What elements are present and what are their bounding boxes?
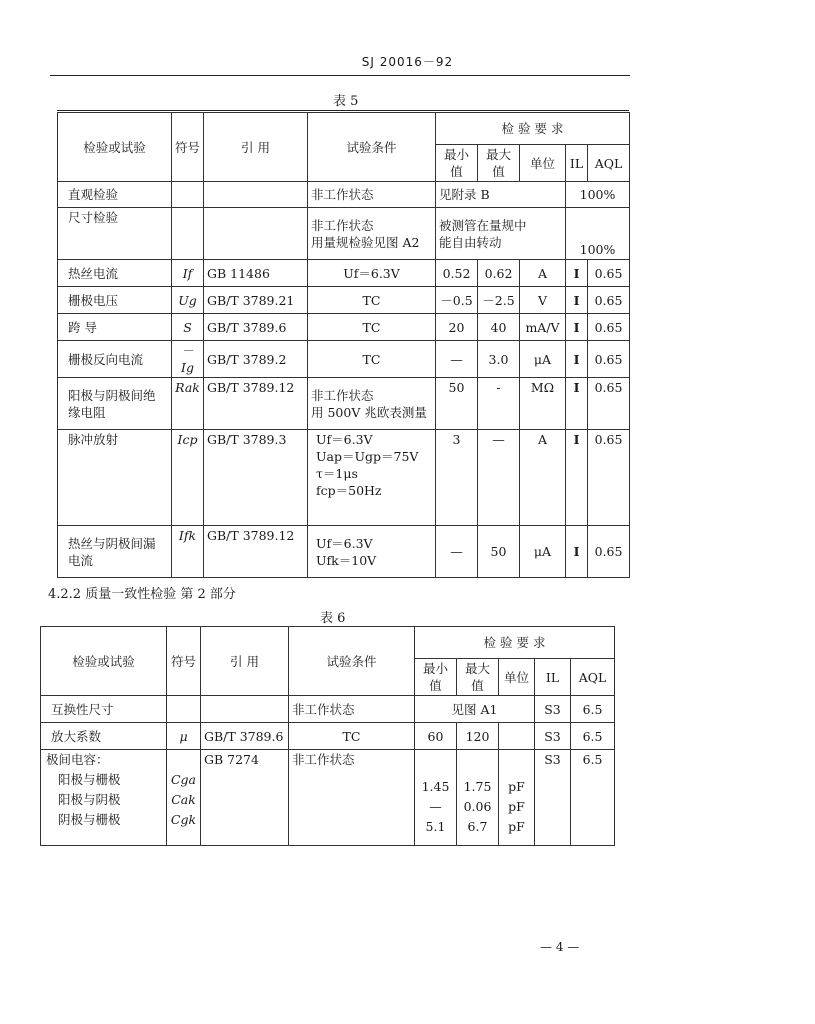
t6-il: S3 bbox=[535, 750, 571, 846]
t5-unit: μA bbox=[520, 341, 566, 378]
t5-reference bbox=[204, 208, 308, 260]
t5-il: I bbox=[566, 430, 588, 526]
t5-symbol: Ifk bbox=[172, 526, 204, 578]
t5-unit: MΩ bbox=[520, 378, 566, 430]
t6-conditions: TC bbox=[289, 723, 415, 750]
t5-symbol bbox=[172, 208, 204, 260]
item-line: 阳极与阴极间绝 bbox=[68, 387, 156, 403]
table-row bbox=[41, 696, 615, 723]
table-row bbox=[58, 378, 630, 430]
item-line: 阳极与阴极 bbox=[58, 792, 121, 807]
t6-symbol bbox=[167, 750, 201, 846]
t6-conditions: 非工作状态 bbox=[289, 750, 415, 846]
t6-aql: 6.5 bbox=[571, 696, 615, 723]
t5-aql: 100% bbox=[566, 208, 630, 260]
condition-line: 非工作状态 bbox=[311, 217, 374, 233]
symbol-line: Cak bbox=[171, 792, 196, 807]
table-row bbox=[41, 750, 615, 846]
t6-item bbox=[41, 750, 167, 846]
t5-reference: GB/T 3789.12 bbox=[204, 526, 308, 578]
t5-requirement bbox=[436, 208, 566, 260]
value-line: 1.45 bbox=[421, 779, 450, 794]
t5-header-max: 最大值 bbox=[478, 145, 520, 182]
condition-line: 用 500V 兆欧表测量 bbox=[311, 404, 427, 420]
table-row bbox=[58, 314, 630, 341]
t5-symbol bbox=[172, 182, 204, 208]
t6-symbol bbox=[167, 696, 201, 723]
t5-min: 50 bbox=[436, 378, 478, 430]
t6-header-unit: 单位 bbox=[499, 659, 535, 696]
t5-item: 跨 导 bbox=[58, 314, 172, 341]
condition-line: 非工作状态 bbox=[311, 387, 374, 403]
t6-aql: 6.5 bbox=[571, 723, 615, 750]
item-line: 极间电容： bbox=[46, 752, 109, 767]
t5-min: 0.52 bbox=[436, 260, 478, 287]
t5-il: I bbox=[566, 526, 588, 578]
t5-reference: GB/T 3789.12 bbox=[204, 378, 308, 430]
table-row bbox=[41, 723, 615, 750]
t5-item: 尺寸检验 bbox=[58, 208, 172, 260]
t5-header-min: 最小值 bbox=[436, 145, 478, 182]
value-line: 6.7 bbox=[467, 819, 488, 834]
t5-max: 0.62 bbox=[478, 260, 520, 287]
t6-header-reference: 引 用 bbox=[201, 627, 289, 696]
table-row bbox=[58, 287, 630, 314]
table5-caption: 表 5 bbox=[333, 94, 359, 109]
t6-il: S3 bbox=[535, 723, 571, 750]
condition-line: 用量规检验见图 A2 bbox=[311, 234, 420, 250]
value-line bbox=[502, 751, 531, 768]
t6-header-max: 最大值 bbox=[457, 659, 499, 696]
t5-min: — bbox=[436, 526, 478, 578]
t5-conditions: TC bbox=[308, 287, 436, 314]
t5-item bbox=[58, 526, 172, 578]
t6-item: 放大系数 bbox=[41, 723, 167, 750]
t6-header-item: 检验或试验 bbox=[41, 627, 167, 696]
t6-reference bbox=[201, 696, 289, 723]
requirement-line: 能自由转动 bbox=[439, 234, 502, 250]
t5-requirement: 见附录 B bbox=[436, 182, 566, 208]
t5-item: 栅极反向电流 bbox=[58, 341, 172, 378]
condition-line: Uf＝6.3V bbox=[316, 535, 373, 551]
value-line: pF bbox=[508, 819, 525, 834]
condition-line: Ufk＝10V bbox=[316, 552, 377, 568]
t6-conditions: 非工作状态 bbox=[289, 696, 415, 723]
header-rule bbox=[50, 75, 630, 76]
t6-header-requirements: 检 验 要 求 bbox=[415, 627, 615, 659]
value-line: 1.75 bbox=[463, 779, 492, 794]
symbol-line bbox=[170, 751, 197, 768]
t6-max: 120 bbox=[457, 723, 499, 750]
t5-il: I bbox=[566, 378, 588, 430]
value-line: 5.1 bbox=[425, 819, 446, 834]
t6-header-min: 最小值 bbox=[415, 659, 457, 696]
t5-symbol: S bbox=[172, 314, 204, 341]
table-6 bbox=[40, 626, 615, 846]
table-5 bbox=[57, 112, 630, 578]
t6-header-symbol: 符号 bbox=[167, 627, 201, 696]
condition-line: Uap＝Ugp＝75V bbox=[316, 449, 419, 464]
table5-top-rule bbox=[57, 110, 629, 111]
t6-header-il: IL bbox=[535, 659, 571, 696]
t5-reference: GB/T 3789.2 bbox=[204, 341, 308, 378]
t5-header-aql: AQL bbox=[588, 145, 630, 182]
t5-symbol: －Ig bbox=[172, 341, 204, 378]
t5-conditions bbox=[308, 430, 436, 526]
value-line bbox=[418, 751, 453, 768]
t5-reference: GB/T 3789.3 bbox=[204, 430, 308, 526]
t5-reference: GB/T 3789.21 bbox=[204, 287, 308, 314]
t5-il: I bbox=[566, 260, 588, 287]
standard-number: SJ 20016－92 bbox=[361, 55, 454, 69]
t5-symbol: Ug bbox=[172, 287, 204, 314]
t5-item bbox=[58, 378, 172, 430]
t5-conditions bbox=[308, 526, 436, 578]
t6-unit bbox=[499, 750, 535, 846]
table-row bbox=[58, 430, 630, 526]
t5-aql: 0.65 bbox=[588, 430, 630, 526]
t5-aql: 0.65 bbox=[588, 314, 630, 341]
t6-reference: GB 7274 bbox=[201, 750, 289, 846]
page-number: — 4 — bbox=[540, 940, 580, 954]
t5-header-reference: 引 用 bbox=[204, 113, 308, 182]
t5-aql: 0.65 bbox=[588, 526, 630, 578]
t6-item: 互换性尺寸 bbox=[41, 696, 167, 723]
t5-aql: 0.65 bbox=[588, 378, 630, 430]
item-line: 缘电阻 bbox=[68, 404, 106, 420]
t5-item: 脉冲放射 bbox=[58, 430, 172, 526]
t5-conditions: TC bbox=[308, 341, 436, 378]
t5-max: 40 bbox=[478, 314, 520, 341]
item-line: 电流 bbox=[68, 552, 94, 568]
t5-unit: V bbox=[520, 287, 566, 314]
t5-min: －0.5 bbox=[436, 287, 478, 314]
value-line: pF bbox=[508, 799, 525, 814]
value-line: 0.06 bbox=[463, 799, 492, 814]
value-line bbox=[460, 751, 495, 768]
table-row bbox=[58, 341, 630, 378]
table-row bbox=[58, 208, 630, 260]
t6-il: S3 bbox=[535, 696, 571, 723]
t5-symbol: Icp bbox=[172, 430, 204, 526]
t6-aql: 6.5 bbox=[571, 750, 615, 846]
t5-il: I bbox=[566, 314, 588, 341]
t6-max bbox=[457, 750, 499, 846]
condition-line: τ＝1μs bbox=[316, 466, 358, 481]
t5-aql: 0.65 bbox=[588, 341, 630, 378]
table6-caption: 表 6 bbox=[320, 611, 346, 626]
t5-conditions: Uf＝6.3V bbox=[308, 260, 436, 287]
t5-conditions: 非工作状态 bbox=[308, 182, 436, 208]
t5-unit: A bbox=[520, 260, 566, 287]
t6-reference: GB/T 3789.6 bbox=[201, 723, 289, 750]
t5-header-unit: 单位 bbox=[520, 145, 566, 182]
t5-header-requirements: 检 验 要 求 bbox=[436, 113, 630, 145]
t5-conditions bbox=[308, 378, 436, 430]
value-line: — bbox=[429, 799, 442, 814]
symbol-line: Cgk bbox=[170, 812, 197, 827]
symbol-line: Cga bbox=[170, 772, 197, 787]
t5-symbol: If bbox=[172, 260, 204, 287]
t5-reference bbox=[204, 182, 308, 208]
t5-header-symbol: 符号 bbox=[172, 113, 204, 182]
t6-min: 60 bbox=[415, 723, 457, 750]
t5-max: －2.5 bbox=[478, 287, 520, 314]
t5-conditions bbox=[308, 208, 436, 260]
t5-max: - bbox=[478, 378, 520, 430]
condition-line: Uf＝6.3V bbox=[316, 432, 373, 447]
value-line: pF bbox=[508, 779, 525, 794]
t5-aql: 0.65 bbox=[588, 287, 630, 314]
t5-item: 直观检验 bbox=[58, 182, 172, 208]
table-row bbox=[58, 260, 630, 287]
item-line: 阴极与栅极 bbox=[58, 812, 121, 827]
t5-il: I bbox=[566, 341, 588, 378]
t5-reference: GB 11486 bbox=[204, 260, 308, 287]
t5-max: — bbox=[478, 430, 520, 526]
t5-header-conditions: 试验条件 bbox=[308, 113, 436, 182]
t5-header-il: IL bbox=[566, 145, 588, 182]
t5-il: I bbox=[566, 287, 588, 314]
t5-max: 50 bbox=[478, 526, 520, 578]
t6-min bbox=[415, 750, 457, 846]
t5-min: 3 bbox=[436, 430, 478, 526]
t5-max: 3.0 bbox=[478, 341, 520, 378]
t5-unit: A bbox=[520, 430, 566, 526]
t5-unit: mA/V bbox=[520, 314, 566, 341]
condition-line: fcp＝50Hz bbox=[316, 483, 382, 498]
t5-conditions: TC bbox=[308, 314, 436, 341]
t6-unit bbox=[499, 723, 535, 750]
t6-header-conditions: 试验条件 bbox=[289, 627, 415, 696]
t5-min: — bbox=[436, 341, 478, 378]
t6-requirement: 见图 A1 bbox=[415, 696, 535, 723]
item-line: 热丝与阴极间漏 bbox=[68, 535, 156, 551]
t5-item: 栅极电压 bbox=[58, 287, 172, 314]
t5-symbol: Rak bbox=[172, 378, 204, 430]
t5-aql: 0.65 bbox=[588, 260, 630, 287]
t5-aql: 100% bbox=[566, 182, 630, 208]
section-heading: 4.2.2 质量一致性检验 第 2 部分 bbox=[48, 587, 236, 602]
table-row bbox=[58, 526, 630, 578]
t5-reference: GB/T 3789.6 bbox=[204, 314, 308, 341]
t5-unit: μA bbox=[520, 526, 566, 578]
requirement-line: 被测管在量规中 bbox=[439, 217, 527, 233]
t5-item: 热丝电流 bbox=[58, 260, 172, 287]
item-line: 阳极与栅极 bbox=[58, 772, 121, 787]
t5-min: 20 bbox=[436, 314, 478, 341]
t6-symbol: μ bbox=[167, 723, 201, 750]
t6-header-aql: AQL bbox=[571, 659, 615, 696]
t5-header-item: 检验或试验 bbox=[58, 113, 172, 182]
table-row bbox=[58, 182, 630, 208]
